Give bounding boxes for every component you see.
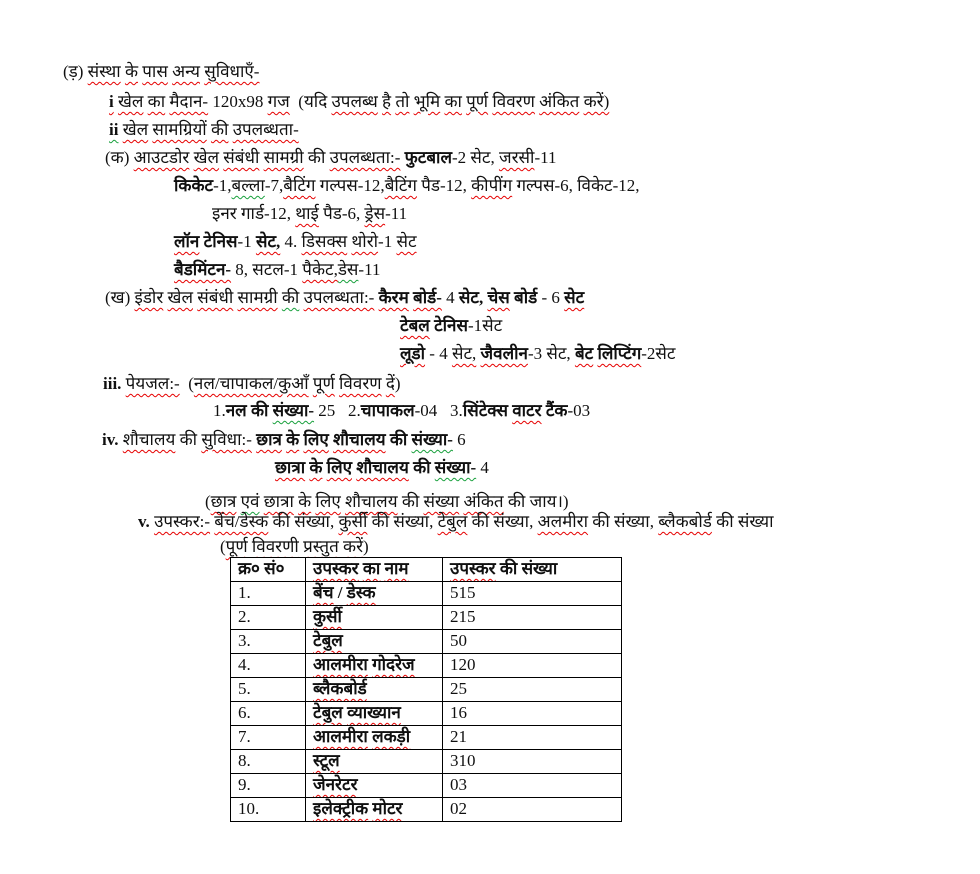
- text-segment: संख्या-: [272, 401, 315, 420]
- text-segment: लकड़ी: [372, 727, 411, 746]
- text-segment: की संख्या,: [367, 512, 438, 531]
- text-segment: चापाकल: [360, 401, 415, 420]
- text-segment: लिप्टिंग: [597, 344, 642, 363]
- text-segment: पैड-6,: [318, 204, 365, 223]
- text-segment: खेल: [117, 92, 144, 111]
- text-segment: 3.: [238, 631, 251, 650]
- equipment-name-cell: [306, 798, 443, 822]
- text-segment: चेस: [487, 288, 510, 307]
- text-segment: शौचालय: [122, 430, 176, 449]
- text-segment: जैवलीन: [480, 344, 528, 363]
- line-v-upaskar: [138, 510, 774, 534]
- text-segment: की संख्या,: [588, 512, 659, 531]
- text-segment: 02: [450, 799, 467, 818]
- text-segment: जेनरेटर: [313, 775, 358, 794]
- text-segment: शौचालय: [345, 492, 398, 511]
- text-segment: लिए: [315, 492, 341, 511]
- text-segment: संख्या-: [434, 458, 477, 477]
- text-segment: के: [298, 492, 312, 511]
- text-segment: इंडोर: [134, 288, 164, 307]
- text-segment: पेयजल:-: [125, 374, 180, 393]
- text-segment: संख्या: [423, 492, 460, 511]
- table-row: [231, 750, 622, 774]
- text-segment: टेनिस: [199, 232, 238, 251]
- text-segment: 6: [452, 430, 466, 449]
- text-segment: डिसक्स: [301, 232, 348, 251]
- text-segment: का: [444, 92, 462, 111]
- line-cricket-items: [174, 174, 640, 198]
- text-segment: 1.: [213, 401, 226, 420]
- text-segment: आउटडोर: [133, 148, 190, 167]
- text-segment: 9.: [238, 775, 251, 794]
- text-segment: ब्लैकबोर्ड: [658, 512, 712, 531]
- text-segment: डेस: [337, 260, 359, 279]
- text-segment: 6.: [238, 703, 251, 722]
- text-segment: के: [124, 62, 139, 81]
- text-segment: 4.: [238, 655, 251, 674]
- text-segment: छात्र: [210, 492, 237, 511]
- line-inner-guard-items: [212, 202, 407, 226]
- text-segment: गोदरेज: [372, 655, 415, 674]
- text-segment: -1,: [213, 176, 232, 195]
- text-segment: नल की: [225, 401, 273, 420]
- text-segment: i: [109, 92, 114, 111]
- text-segment: पैड-12,: [416, 176, 472, 195]
- text-segment: बेट: [574, 344, 594, 363]
- text-segment: लिए: [303, 430, 329, 449]
- text-segment: की: [281, 288, 300, 307]
- text-segment: खेल: [122, 120, 149, 139]
- text-segment: -11: [385, 204, 408, 223]
- text-segment: उपलब्धता:-: [303, 288, 375, 307]
- serial-cell: [231, 606, 306, 630]
- table-header-cell: [306, 558, 443, 582]
- text-segment: सिंटेक्स: [462, 401, 508, 420]
- text-segment: खेल: [167, 288, 193, 307]
- serial-cell: [231, 798, 306, 822]
- text-segment: जरसी: [498, 148, 535, 167]
- text-segment: करें: [343, 537, 364, 556]
- equipment-name-cell: [306, 774, 443, 798]
- text-segment: की संख्या: [495, 559, 558, 578]
- text-segment: शौचालय: [333, 430, 386, 449]
- text-segment: बैडमिंटन-: [174, 260, 232, 279]
- text-segment: सेट,: [255, 232, 281, 251]
- equipment-qty-cell: [443, 606, 622, 630]
- text-segment: टेबुल: [313, 631, 343, 650]
- text-segment: 4: [441, 288, 459, 307]
- text-segment: बोर्ड: [509, 288, 538, 307]
- text-segment: का: [362, 559, 381, 578]
- equipment-name-cell: [306, 726, 443, 750]
- text-segment: 50: [450, 631, 467, 650]
- text-segment: (: [205, 492, 211, 511]
- text-segment: टेबुल: [313, 703, 343, 722]
- text-segment: स्टूल: [313, 751, 340, 770]
- line-ii-sports-materials: [109, 118, 299, 142]
- text-segment: संस्था: [87, 62, 121, 81]
- text-segment: मैदान-: [169, 92, 209, 111]
- text-segment: iv.: [102, 430, 119, 449]
- text-segment: 8.: [238, 751, 251, 770]
- text-segment: ii: [109, 120, 119, 139]
- text-segment: (क): [105, 148, 134, 167]
- serial-cell: [231, 654, 306, 678]
- text-segment: नाम: [384, 559, 409, 578]
- text-segment: सेट,: [451, 344, 477, 363]
- table-row: [231, 774, 622, 798]
- text-segment: कुर्सी: [338, 512, 368, 531]
- text-segment: iii.: [103, 374, 122, 393]
- text-segment: टेबुल: [437, 512, 468, 531]
- text-segment: उपस्कर: [313, 559, 359, 578]
- text-segment: मोटर: [372, 799, 403, 818]
- serial-cell: [231, 582, 306, 606]
- text-segment: -2 सेट,: [451, 148, 499, 167]
- text-segment: सुविधाएँ-: [204, 62, 260, 81]
- equipment-qty-cell: [443, 726, 622, 750]
- text-segment: कुर्सी: [313, 607, 342, 626]
- text-segment: /: [333, 583, 347, 602]
- text-segment: किकेट: [174, 176, 214, 195]
- text-segment: टेनिस: [429, 316, 468, 335]
- line-i-playground: [109, 90, 609, 114]
- table-row: [231, 726, 622, 750]
- text-segment: बेंच/डेस्क: [214, 512, 269, 531]
- serial-cell: [231, 702, 306, 726]
- table-row: [231, 654, 622, 678]
- text-segment: छात्रा: [275, 458, 306, 477]
- text-segment: (ख): [105, 288, 135, 307]
- text-segment: आलमीरा: [313, 727, 368, 746]
- text-segment: वाटर: [512, 401, 542, 420]
- equipment-qty-cell: [443, 774, 622, 798]
- text-segment: कैरम: [378, 288, 409, 307]
- text-segment: की संख्या,: [467, 512, 538, 531]
- table-header-cell: [231, 558, 306, 582]
- text-segment: 03: [450, 775, 467, 794]
- text-segment: बोर्ड-: [413, 288, 442, 307]
- text-segment: -11: [358, 260, 381, 279]
- line-kh-indoor: [105, 286, 584, 310]
- text-segment: तो: [395, 92, 410, 111]
- line-table-tennis: [400, 314, 502, 338]
- text-segment: 2.: [238, 607, 251, 626]
- serial-cell: [231, 750, 306, 774]
- text-segment: उपस्कर: [450, 559, 496, 578]
- line-section-heading: [63, 60, 259, 84]
- text-segment: विवरणी: [251, 537, 299, 556]
- text-segment: पूर्ण: [225, 537, 248, 556]
- text-segment: उपलब्धता-: [232, 120, 299, 139]
- text-segment: 4: [476, 458, 489, 477]
- table-row: [231, 678, 622, 702]
- text-segment: का: [147, 92, 166, 111]
- text-segment: - 4: [425, 344, 452, 363]
- line-full-details-note: [220, 535, 369, 559]
- text-segment: 215: [450, 607, 476, 626]
- text-segment: ड्रेस: [364, 204, 386, 223]
- equipment-qty-cell: [443, 702, 622, 726]
- equipment-name-cell: [306, 582, 443, 606]
- text-segment: खेल: [193, 148, 220, 167]
- text-segment: सामग्री: [263, 148, 304, 167]
- text-segment: अलमीरा: [537, 512, 589, 531]
- text-segment: सेट,: [458, 288, 484, 307]
- text-segment: 120: [450, 655, 476, 674]
- text-segment: सुविधा:-: [201, 430, 252, 449]
- text-segment: की: [210, 120, 229, 139]
- text-segment: के: [309, 458, 323, 477]
- equipment-qty-cell: [443, 798, 622, 822]
- text-segment: पूर्ण: [466, 92, 489, 111]
- text-segment: शौचालय: [356, 458, 409, 477]
- text-segment: 8, सटल-1: [231, 260, 303, 279]
- line-iii-drinking-water: [103, 372, 401, 396]
- text-segment: लॉन: [174, 232, 200, 251]
- text-segment: इलेक्ट्रीक: [313, 799, 369, 818]
- text-segment: बैटिंग: [283, 176, 316, 195]
- text-segment: की: [385, 430, 412, 449]
- text-segment: अंकित: [539, 92, 580, 111]
- equipment-name-cell: [306, 654, 443, 678]
- table-row: [231, 606, 622, 630]
- text-segment: 310: [450, 751, 476, 770]
- text-segment: की संख्या: [711, 512, 774, 531]
- line-water-counts: [213, 399, 590, 423]
- equipment-name-cell: [306, 678, 443, 702]
- equipment-name-cell: [306, 606, 443, 630]
- text-segment: बैटिंग: [384, 176, 417, 195]
- line-girls-toilets: [275, 456, 489, 480]
- text-segment: 120x98: [208, 92, 268, 111]
- line-badminton: [174, 258, 380, 282]
- text-segment: ): [394, 374, 401, 393]
- text-segment: बेंच: [313, 583, 334, 602]
- table-row: [231, 702, 622, 726]
- text-segment: सेट: [396, 232, 417, 251]
- text-segment: एवं: [240, 492, 260, 511]
- equipment-qty-cell: [443, 654, 622, 678]
- equipment-name-cell: [306, 750, 443, 774]
- text-segment: लिए: [326, 458, 353, 477]
- serial-cell: [231, 774, 306, 798]
- text-segment: 16: [450, 703, 467, 722]
- text-segment: सामग्रियों: [152, 120, 207, 139]
- text-segment: (यदि: [289, 92, 332, 111]
- text-segment: सामग्री: [237, 288, 278, 307]
- table-header-row: [231, 558, 622, 582]
- text-segment: संख्या-: [411, 430, 453, 449]
- equipment-table: [230, 557, 622, 822]
- text-segment: 5.: [238, 679, 251, 698]
- text-segment: के: [286, 430, 300, 449]
- text-segment: प्रस्तुत: [303, 537, 339, 556]
- text-segment: छात्र: [256, 430, 282, 449]
- table-header-cell: [443, 558, 622, 582]
- text-segment: छात्रा: [263, 492, 294, 511]
- text-segment: 7.: [238, 727, 251, 746]
- text-segment: की: [175, 430, 202, 449]
- text-segment: 25: [450, 679, 467, 698]
- text-segment: उपलब्धता:-: [329, 148, 401, 167]
- text-segment: फुटबाल: [404, 148, 452, 167]
- text-segment: (: [179, 374, 194, 393]
- text-segment: गज: [267, 92, 290, 111]
- text-segment: -1: [378, 232, 397, 251]
- text-segment: टैंक: [541, 401, 568, 420]
- text-segment: (ड़): [63, 62, 88, 81]
- text-segment: भूमि: [413, 92, 441, 111]
- serial-cell: [231, 726, 306, 750]
- text-segment: विवरण: [492, 92, 535, 111]
- text-segment: गल्पस-6, विकेट-12,: [512, 176, 640, 195]
- text-segment: लूडो: [400, 344, 426, 363]
- text-segment: संबंधी: [197, 288, 234, 307]
- text-segment: करें): [583, 92, 610, 111]
- text-segment: अन्य: [172, 62, 200, 81]
- text-segment: क्र० सं०: [238, 559, 285, 578]
- text-segment: 1.: [238, 583, 251, 602]
- text-segment: -2सेट: [641, 344, 676, 363]
- text-segment: आलमीरा: [313, 655, 368, 674]
- text-segment: 25 2.: [314, 401, 361, 420]
- text-segment: पैकेट,: [302, 260, 338, 279]
- text-segment: 21: [450, 727, 467, 746]
- text-segment: की: [397, 492, 424, 511]
- text-segment: -04 3.: [414, 401, 463, 420]
- text-segment: पूर्ण: [312, 374, 335, 393]
- text-segment: ब्लैकबोर्ड: [313, 679, 367, 698]
- text-segment: -7,: [264, 176, 284, 195]
- serial-cell: [231, 630, 306, 654]
- text-segment: ): [363, 537, 369, 556]
- serial-cell: [231, 678, 306, 702]
- text-segment: है: [382, 92, 392, 111]
- table-row: [231, 630, 622, 654]
- text-segment: - 6: [537, 288, 565, 307]
- text-segment: (: [220, 537, 226, 556]
- text-segment: नल/चापाकल/कुआँ: [193, 374, 309, 393]
- text-segment: -1सेट: [467, 316, 503, 335]
- text-segment: दें: [385, 374, 395, 393]
- text-segment: उपलब्ध: [331, 92, 378, 111]
- text-segment: की जाय।): [503, 492, 569, 511]
- text-segment: गल्पस-12,: [315, 176, 385, 195]
- text-segment: 10.: [238, 799, 260, 818]
- text-segment: 4.: [280, 232, 302, 251]
- equipment-qty-cell: [443, 678, 622, 702]
- equipment-qty-cell: [443, 750, 622, 774]
- text-segment: टेबल: [400, 316, 430, 335]
- text-segment: -11: [534, 148, 557, 167]
- text-segment: विवरण: [339, 374, 382, 393]
- table-row: [231, 798, 622, 822]
- equipment-qty-cell: [443, 630, 622, 654]
- text-segment: सेट: [564, 288, 585, 307]
- text-segment: इनर गार्ड-12,: [212, 204, 296, 223]
- equipment-name-cell: [306, 630, 443, 654]
- text-segment: की संख्या,: [268, 512, 339, 531]
- text-segment: उपस्कर:-: [154, 512, 211, 531]
- text-segment: बल्ला: [231, 176, 265, 195]
- equipment-name-cell: [306, 702, 443, 726]
- text-segment: -1: [237, 232, 256, 251]
- text-segment: संबंधी: [223, 148, 260, 167]
- text-segment: 515: [450, 583, 476, 602]
- text-segment: की: [303, 148, 330, 167]
- text-segment: व्याख्यान: [347, 703, 401, 722]
- text-segment: -3 सेट,: [527, 344, 575, 363]
- equipment-qty-cell: [443, 582, 622, 606]
- text-segment: थोरो: [351, 232, 379, 251]
- text-segment: पास: [142, 62, 168, 81]
- line-ludo: [400, 342, 676, 366]
- line-iv-toilets: [102, 428, 466, 452]
- text-segment: की: [408, 458, 435, 477]
- text-segment: डेस्क: [346, 583, 376, 602]
- table-row: [231, 582, 622, 606]
- text-segment: -03: [567, 401, 591, 420]
- text-segment: कीपींग: [471, 176, 513, 195]
- line-lawn-tennis: [174, 230, 417, 254]
- line-k-outdoor: [105, 146, 556, 170]
- text-segment: अंकित: [463, 492, 504, 511]
- text-segment: थाई: [295, 204, 319, 223]
- text-segment: v.: [138, 512, 150, 531]
